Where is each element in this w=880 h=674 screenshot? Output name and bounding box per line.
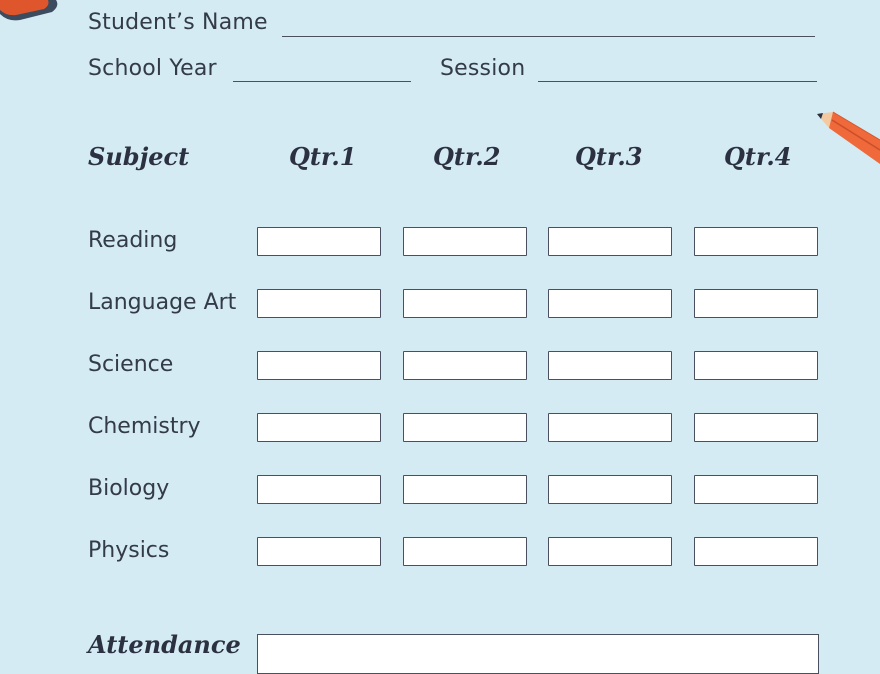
subject-biology: Biology [88, 476, 170, 501]
grade-input[interactable] [694, 413, 818, 442]
session-label: Session [440, 56, 526, 81]
grade-input[interactable] [694, 227, 818, 256]
subject-header: Subject [88, 142, 190, 171]
qtr1-header: Qtr.1 [289, 142, 357, 171]
session-field[interactable] [538, 81, 817, 82]
qtr4-header: Qtr.4 [724, 142, 792, 171]
grade-input[interactable] [548, 351, 672, 380]
subject-reading: Reading [88, 228, 178, 253]
school-year-field[interactable] [233, 81, 411, 82]
attendance-input[interactable] [257, 634, 819, 674]
subject-science: Science [88, 352, 174, 377]
subject-chemistry: Chemistry [88, 414, 201, 439]
subject-language-art: Language Art [88, 290, 237, 315]
grade-input[interactable] [403, 475, 527, 504]
grade-input[interactable] [548, 537, 672, 566]
student-name-label: Student’s Name [88, 10, 268, 35]
grade-input[interactable] [694, 351, 818, 380]
qtr3-header: Qtr.3 [575, 142, 643, 171]
grade-input[interactable] [694, 475, 818, 504]
grade-input[interactable] [257, 475, 381, 504]
grade-input[interactable] [548, 289, 672, 318]
grade-input[interactable] [403, 537, 527, 566]
grade-input[interactable] [548, 413, 672, 442]
grade-input[interactable] [694, 537, 818, 566]
grade-input[interactable] [403, 289, 527, 318]
grade-input[interactable] [548, 227, 672, 256]
grade-input[interactable] [257, 413, 381, 442]
qtr2-header: Qtr.2 [433, 142, 501, 171]
eraser-icon [0, 0, 64, 22]
subject-physics: Physics [88, 538, 170, 563]
grade-input[interactable] [257, 289, 381, 318]
attendance-label: Attendance [88, 630, 241, 659]
grade-input[interactable] [548, 475, 672, 504]
grade-input[interactable] [694, 289, 818, 318]
grade-input[interactable] [257, 537, 381, 566]
pencil-icon [815, 108, 880, 170]
grade-input[interactable] [403, 227, 527, 256]
grade-input[interactable] [403, 351, 527, 380]
grade-input[interactable] [403, 413, 527, 442]
school-year-label: School Year [88, 56, 217, 81]
student-name-field[interactable] [282, 36, 815, 37]
grade-input[interactable] [257, 351, 381, 380]
grade-input[interactable] [257, 227, 381, 256]
